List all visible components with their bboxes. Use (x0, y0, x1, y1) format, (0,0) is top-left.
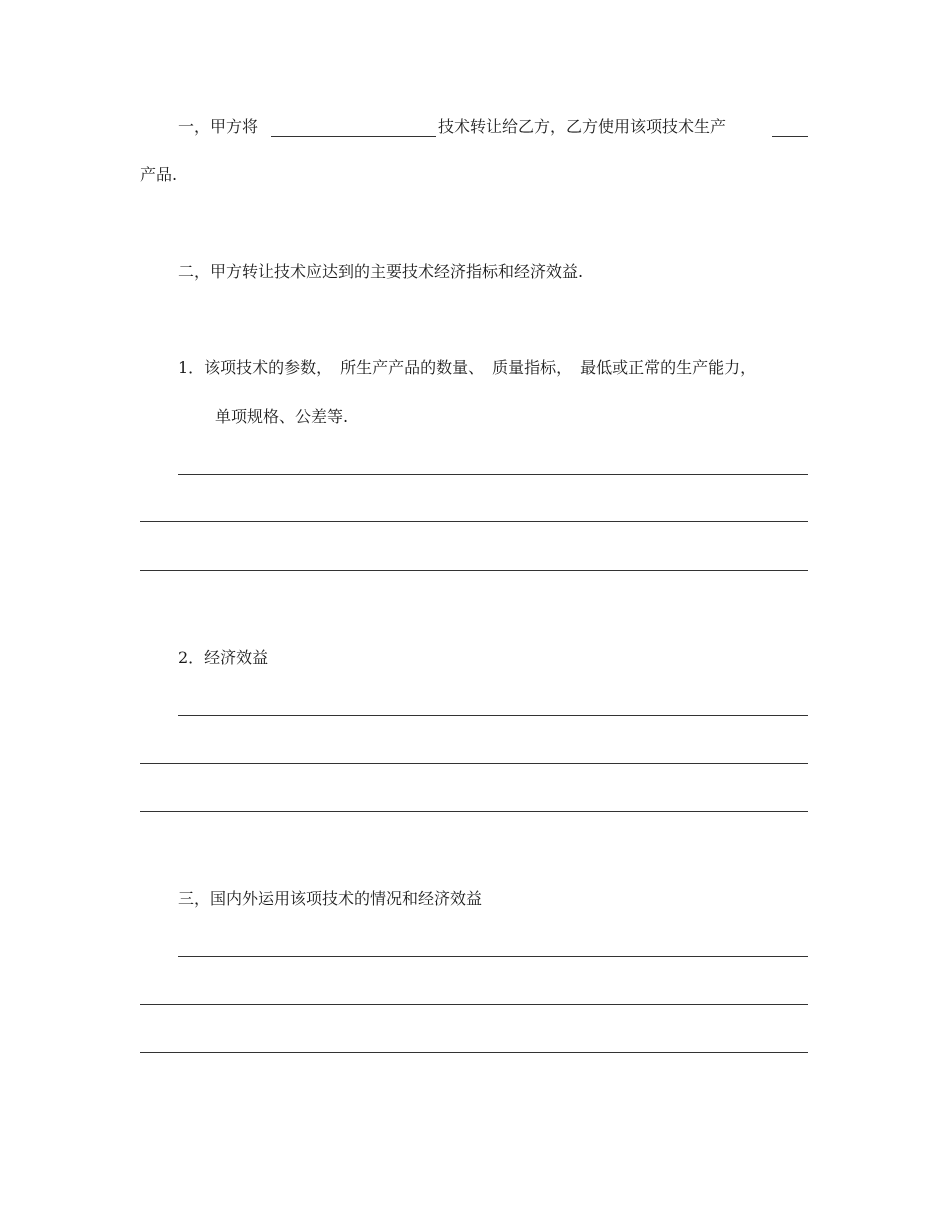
item2-answer-line-3[interactable] (140, 811, 808, 812)
item1-answer-line-3[interactable] (140, 570, 808, 571)
section2-item1-line1: 1．该项技术的参数， 所生产产品的数量、 质量指标， 最低或正常的生产能力， (178, 358, 757, 377)
section3-answer-line-3[interactable] (140, 1052, 808, 1053)
section3-heading: 三，国内外运用该项技术的情况和经济效益 (178, 889, 483, 908)
technology-name-blank[interactable] (271, 136, 436, 137)
section1-middle: 技术转让给乙方，乙方使用该项技术生产 (438, 117, 727, 136)
section2-item1-line2: 单项规格、公差等. (215, 407, 349, 426)
section2-item2: 2．经济效益 (178, 648, 269, 667)
section3-answer-line-2[interactable] (140, 1004, 808, 1005)
item1-answer-line-2[interactable] (140, 521, 808, 522)
section3-answer-line-1[interactable] (178, 956, 808, 957)
item2-answer-line-1[interactable] (178, 715, 808, 716)
product-name-blank[interactable] (772, 136, 808, 137)
section1-continuation: 产品. (140, 165, 178, 184)
item2-answer-line-2[interactable] (140, 763, 808, 764)
section2-heading: 二，甲方转让技术应达到的主要技术经济指标和经济效益. (178, 262, 584, 281)
section1-prefix: 一，甲方将 (178, 117, 259, 136)
item1-answer-line-1[interactable] (178, 474, 808, 475)
